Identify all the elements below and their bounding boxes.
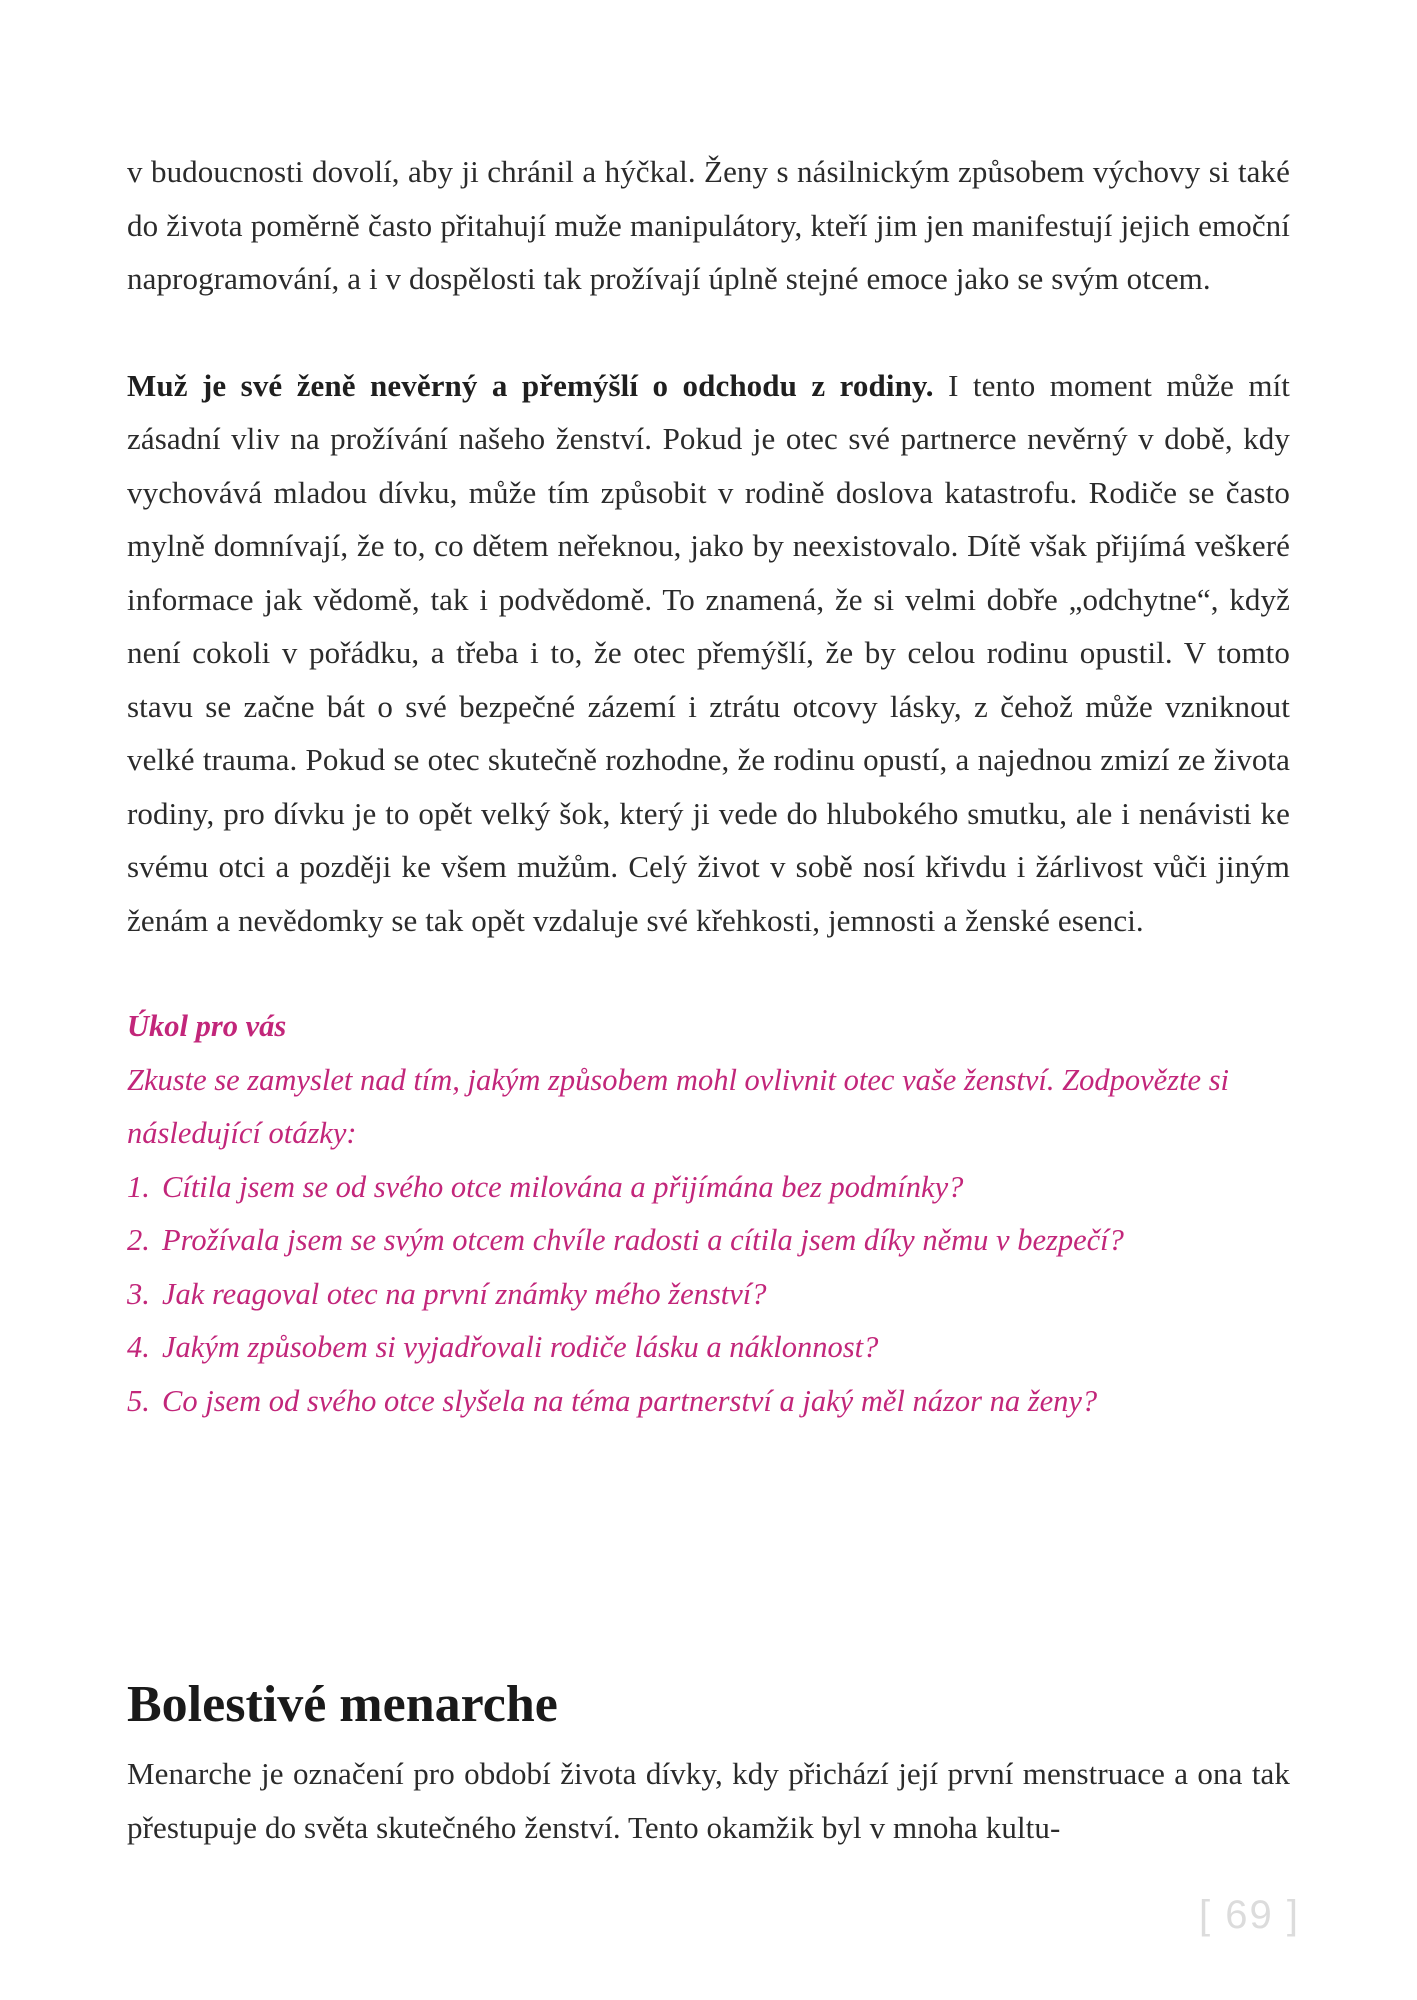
section-heading-wrap (127, 1675, 558, 1735)
paragraph-2 (127, 359, 1290, 948)
section-body (127, 1747, 1290, 1854)
question-number: 4. (127, 1330, 150, 1364)
question-text: Jakým způsobem si vyjadřovali rodiče lásku a náklonnost? (162, 1330, 879, 1364)
list-item (127, 1375, 1290, 1429)
list-item (127, 1321, 1290, 1375)
task-title: Úkol pro vás (127, 1009, 287, 1043)
question-text: Prožívala jsem se svým otcem chvíle radosti a cítila jsem díky němu v bezpečí? (162, 1223, 1124, 1257)
question-number: 3. (127, 1276, 150, 1311)
section-paragraph: Menarche je označení pro období života dívky, kdy přichází její první menstruace a ona tak přestupuje do světa skutečného ženství. Tento okamžik byl v mnoha kultu- (127, 1756, 1290, 1845)
question-text: Cítila jsem se od svého otce milována a přijímána bez podmínky? (162, 1169, 964, 1204)
list-item (127, 1161, 1290, 1215)
task-question-list (127, 1161, 1290, 1429)
paragraph-2-lead: Muž je své ženě nevěrný a přemýšlí o odchodu z rodiny. (127, 367, 934, 403)
page-content (127, 145, 1290, 1428)
question-number: 1. (127, 1169, 150, 1204)
section-heading: Bolestivé menarche (127, 1676, 558, 1733)
question-number: 5. (127, 1383, 150, 1418)
question-text: Co jsem od svého otce slyšela na téma partnerství a jaký měl názor na ženy? (162, 1383, 1098, 1418)
task-box (127, 1000, 1290, 1428)
paragraph-2-body: I tento moment může mít zásadní vliv na prožívání našeho ženství. Pokud je otec své partnerce nevěrný v době, kdy vychovává mladou dívku, může tím způsobit v rodině doslova katastrofu. Rodiče se často mylně domnívají, že to, co dětem neřeknou, jako by neexistovalo. Dítě však přijímá veškeré informace jak vědomě, tak i podvědomě. To znamená, že si velmi dobře „odchytne“, když není cokoli v pořádku, a třeba i to, že otec přemýšlí, že by celou rodinu opustil. V tomto stavu se začne bát o své bezpečné zázemí i ztrátu otcovy lásky, z čehož může vzniknout velké trauma. Pokud se otec skutečně rozhodne, že rodinu opustí, a najednou zmizí ze života rodiny, pro dívku je to opět velký šok, který ji vede do hlubokého smutku, ale i nenávisti ke svému otci a později ke všem mužům. Celý život v sobě nosí křivdu i žárlivost vůči jiným ženám a nevědomky se tak opět vzdaluje své křehkosti, jemnosti a ženské esenci. (127, 367, 1290, 938)
page-number: [ 69 ] (1199, 1893, 1300, 1937)
question-number: 2. (127, 1223, 150, 1257)
paragraph-1: v budoucnosti dovolí, aby ji chránil a hýčkal. Ženy s násilnickým způsobem výchovy si také do života poměrně často přitahují muže manipulátory, kteří jim jen manifestují jejich emoční naprogramování, a i v dospělosti tak prožívají úplně stejné emoce jako se svým otcem. (127, 154, 1290, 296)
question-text: Jak reagoval otec na první známky mého ženství? (162, 1276, 767, 1311)
task-intro: Zkuste se zamyslet nad tím, jakým způsobem mohl ovlivnit otec vaše ženství. Zodpovězte si následující otázky: (127, 1062, 1230, 1150)
list-item (127, 1214, 1290, 1268)
list-item (127, 1268, 1290, 1322)
